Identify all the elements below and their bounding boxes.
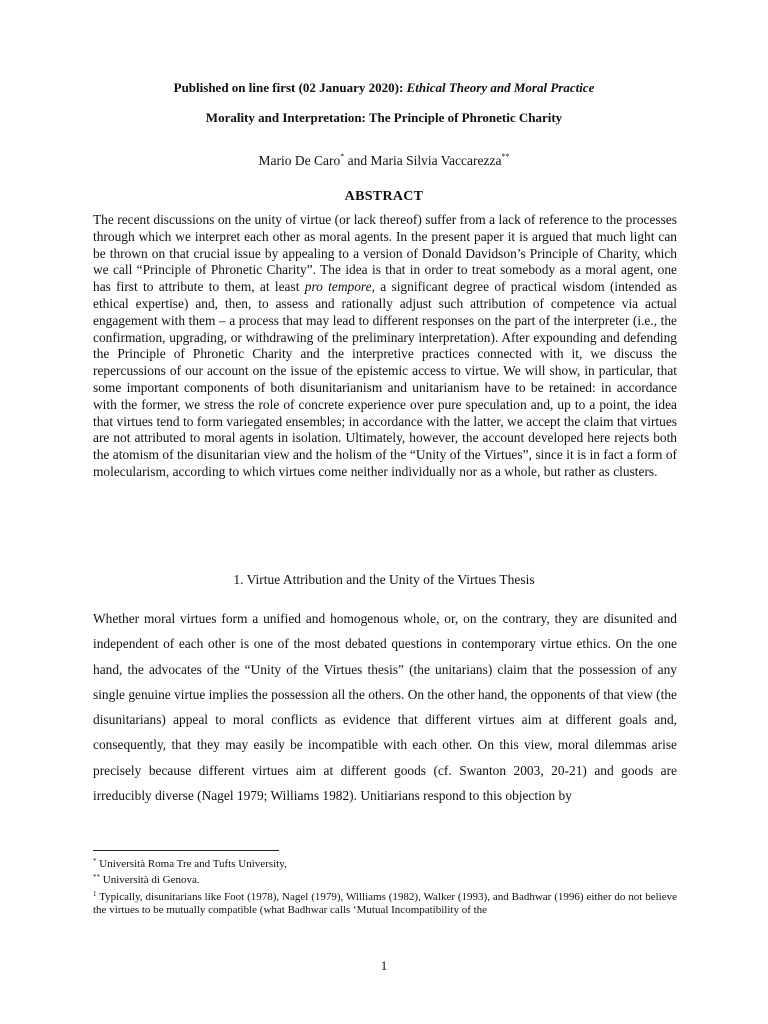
footnote-mark: *: [340, 152, 345, 161]
footnote-mark: *: [93, 857, 97, 865]
author-name: Maria Silvia Vaccarezza: [370, 153, 502, 168]
author-name: Mario De Caro: [258, 153, 341, 168]
journal-name: Ethical Theory and Moral Practice: [406, 80, 595, 95]
footnote-text: Typically, disunitarians like Foot (1978), Nagel (1979), Williams (1982), Walker (1993), and Badhwar (1996) either do not believe the virtues to be mutually compatible (what Badhwar calls ‘Mutual Incompatibility of the: [93, 890, 677, 917]
footnote-mark: **: [93, 873, 100, 882]
abstract-text-part: , a significant degree of practical wisdom (intended as ethical expertise) and, then, to assess and rationally adjust such attribution of competence via actual engagement with them – a process that may lead to different responses on the part of the interpreter (i.e., the confirmation, upgrading, or withdrawing of the preliminary interpretation). After expounding and defending the Principle of Phronetic Charity and the interpretive practices connected with it, we discuss the repercussions of our account on the issue of the epistemic access to virtue. We will show, in particular, that some important components of both disunitarianism and unitarianism have to be retained: in accordance with the former, we stress the role of concrete experience over pure speculation and, up to a point, the idea that virtues tend to form variegated ensembles; in accordance with the latter, we accept the claim that virtues are not attributed to moral agents in isolation. Ultimately, however, the account developed here rejects both the atomism of the disunitarian view and the holism of the “Unity of the Virtues”, since it is in fact a form of molecularism, according to which virtues come neither individually nor as a whole, but rather as clusters.: [93, 279, 677, 479]
paper-title: Morality and Interpretation: The Principle of Phronetic Charity: [205, 110, 563, 125]
footnote-mark: 1: [93, 889, 97, 898]
footnotes: [93, 855, 677, 918]
section-paragraph: Whether moral virtues form a unified and homogenous whole, or, on the contrary, they are disunited and independent of each other is one of the most debated questions in contemporary virtue ethics. On the one hand, the advocates of the “Unity of the Virtues thesis” (the unitarians) claim that the possession of any single genuine virtue implies the possession all the others. On the other hand, the opponents of that view (the disunitarians) appeal to moral conflicts as evidence that different virtues aim at different goals and, consequently, that they may easily be incompatible with each other. On this view, moral dilemmas arise precisely because different virtues aim at different goods (cf. Swanton 2003, 20-21) and goods are irreducibly diverse (Nagel 1979; Williams 1982). Unitiarians respond to this objection by: [93, 611, 677, 804]
publication-prefix: Published on line first (02 January 2020):: [173, 80, 407, 95]
footnote: [93, 871, 677, 887]
footnote: [93, 855, 677, 871]
author-connector: and: [344, 153, 371, 168]
footnote-text: Università Roma Tre and Tufts University,: [96, 858, 287, 870]
footnote-mark: **: [501, 152, 510, 161]
author-line: [92, 152, 676, 169]
abstract-italic-phrase: pro tempore: [304, 279, 372, 295]
section-heading: 1. Virtue Attribution and the Unity of the Virtues Thesis: [233, 572, 535, 587]
abstract-heading: ABSTRACT: [344, 189, 424, 204]
page-number: 1: [380, 958, 388, 973]
abstract-text-part: The recent discussions on the unity of virtue (or lack thereof) suffer from a lack of reference to the processes through which we interpret each other as moral agents. In the present paper it is argued that much light can be thrown on that crucial issue by appealing to a version of Donald Davidson’s Principle of Charity, which we call “Principle of Phronetic Charity”. The idea is that in order to treat somebody as a moral agent, one has first to attribute to them, at least: [93, 212, 677, 295]
publication-line: [92, 80, 676, 96]
abstract-text: [93, 212, 677, 481]
footnote-text: Università di Genova.: [100, 874, 200, 887]
footnote: [93, 888, 677, 918]
footnote-divider: [93, 850, 279, 851]
